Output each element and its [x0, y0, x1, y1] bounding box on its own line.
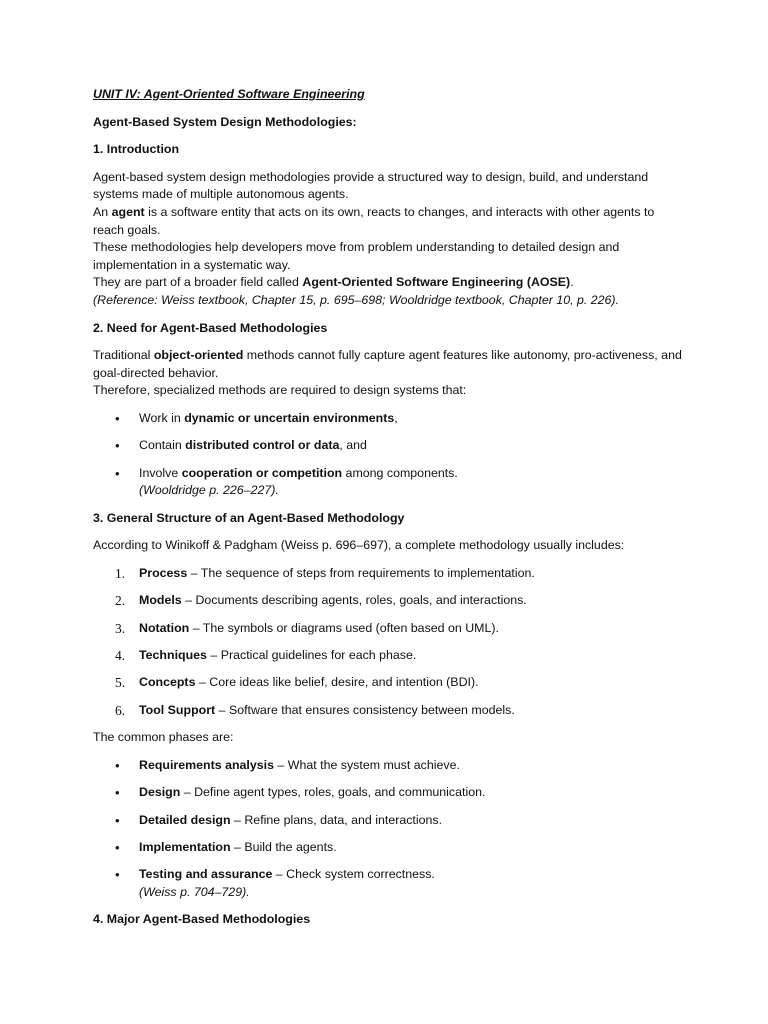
- section-1-paragraph-4: They are part of a broader field called Agent-Oriented Software Engineering (AOSE).: [93, 275, 574, 290]
- section-1-paragraph-1: Agent-based system design methodologies provide a structured way to design, build, and understand systems made of multiple autonomous agents.: [93, 169, 649, 202]
- section-1-paragraph-3: These methodologies help developers move from problem understanding to detailed design and implementation in a systematic way.: [93, 240, 620, 272]
- section-2-paragraph-2: Therefore, specialized methods are required to design systems that:: [93, 383, 467, 398]
- section-3-intro: According to Winikoff & Padgham (Weiss p. 696–697), a complete methodology usually includes:: [93, 538, 625, 553]
- term-agent: agent: [111, 204, 145, 219]
- list-item: • Testing and assurance – Check system correctness. (Weiss p. 704–729).: [93, 866, 683, 901]
- list-item: • Design – Define agent types, roles, goals, and communication.: [93, 784, 683, 802]
- term-object-oriented: object-oriented: [153, 348, 244, 363]
- list-item: 4. Techniques – Practical guidelines for each phase.: [115, 648, 417, 664]
- list-item: • Involve cooperation or competition among components. (Wooldridge p. 226–227).: [93, 465, 683, 500]
- list-item: 1. Process – The sequence of steps from requirements to implementation.: [115, 565, 535, 581]
- section-3-phases-list: [93, 757, 683, 902]
- section-1-paragraph-2: An agent is a software entity that acts on its own, reacts to changes, and interacts with other agents to reach goals.: [93, 204, 655, 237]
- list-item: • Implementation – Build the agents.: [93, 839, 683, 857]
- list-item: 6. Tool Support – Software that ensures consistency between models.: [115, 702, 515, 718]
- section-1-heading: 1. Introduction: [93, 142, 180, 157]
- list-item: • Work in dynamic or uncertain environments,: [93, 410, 683, 428]
- list-item: 5. Concepts – Core ideas like belief, desire, and intention (BDI).: [115, 675, 479, 691]
- section-2-paragraph-1: Traditional object-oriented methods cannot fully capture agent features like autonomy, pro-activeness, and goal-directed behavior.: [93, 348, 682, 380]
- section-2-bullet-list: [93, 410, 683, 500]
- term-aose: Agent-Oriented Software Engineering (AOSE): [302, 275, 571, 290]
- document-subtitle: Agent-Based System Design Methodologies:: [93, 114, 357, 129]
- section-3-numbered-list: [93, 565, 683, 720]
- section-4-heading: 4. Major Agent-Based Methodologies: [93, 912, 311, 927]
- section-3-heading: 3. General Structure of an Agent-Based Methodology: [93, 510, 405, 525]
- section-1-body: [93, 169, 683, 310]
- list-item: • Requirements analysis – What the system must achieve.: [93, 757, 683, 775]
- section-3-phases-intro: The common phases are:: [93, 730, 234, 745]
- list-item: 2. Models – Documents describing agents, roles, goals, and interactions.: [115, 593, 527, 609]
- section-2-body: [93, 347, 683, 400]
- section-2-reference: (Wooldridge p. 226–227).: [139, 483, 279, 498]
- document-page: [93, 86, 683, 939]
- section-3-reference: (Weiss p. 704–729).: [139, 884, 250, 899]
- document-title: UNIT IV: Agent-Oriented Software Engineering: [93, 87, 365, 101]
- list-item: • Contain distributed control or data, and: [93, 437, 683, 455]
- list-item: • Detailed design – Refine plans, data, and interactions.: [93, 812, 683, 830]
- list-item: 3. Notation – The symbols or diagrams used (often based on UML).: [115, 620, 499, 636]
- section-2-heading: 2. Need for Agent-Based Methodologies: [93, 320, 328, 335]
- section-1-reference: (Reference: Weiss textbook, Chapter 15, p. 695–698; Wooldridge textbook, Chapter 10, p. 226).: [93, 292, 619, 307]
